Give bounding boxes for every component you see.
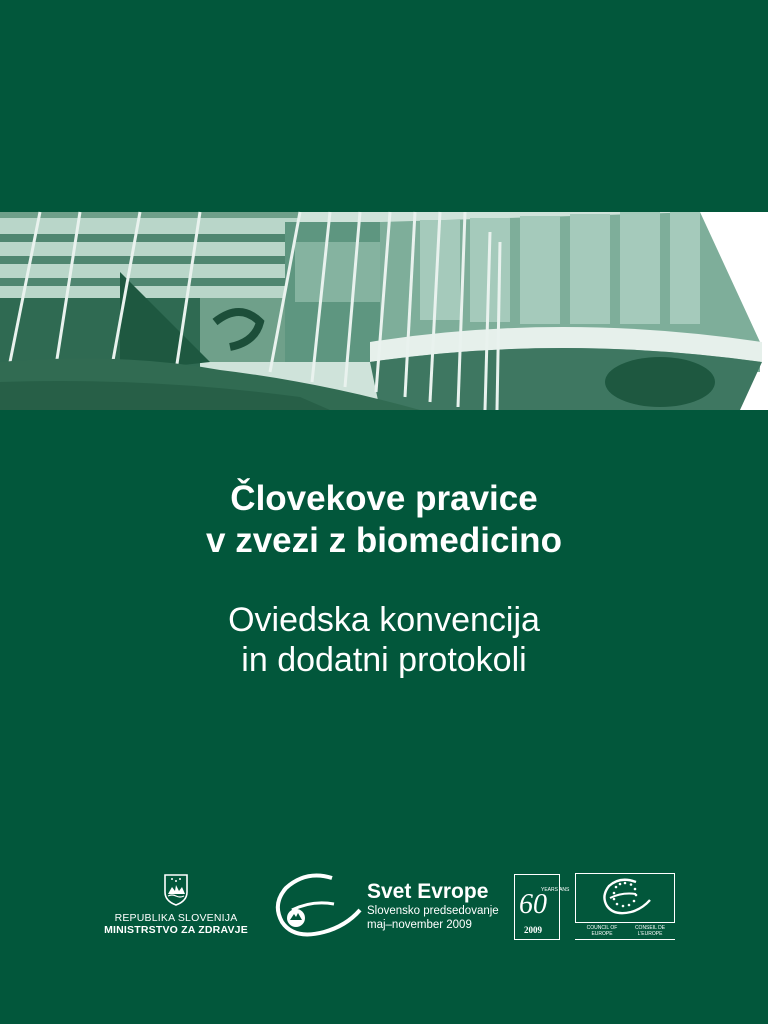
slovenia-label: REPUBLIKA SLOVENIJA xyxy=(114,912,238,924)
cover-subtitle-line2: in dodatni protokoli xyxy=(241,641,527,679)
slovenia-ministry-logo xyxy=(96,874,256,936)
council-of-europe-logo xyxy=(575,873,675,941)
anniversary-words: YEARS ANS xyxy=(541,887,570,893)
svet-evrope-title: Svet Evrope xyxy=(367,880,489,903)
cover-title-line2: v zvezi z biomedicino xyxy=(206,521,562,560)
sixty-years-logo xyxy=(514,874,570,940)
presidency-dates: maj–november 2009 xyxy=(367,919,472,931)
cover-title xyxy=(0,478,768,562)
coe-emblem-box xyxy=(575,873,675,923)
cover-title-line1: Človekove pravice xyxy=(230,479,538,518)
coe-underline xyxy=(575,939,675,940)
anniversary-number: 60 xyxy=(519,889,547,920)
logo-row xyxy=(0,866,768,946)
swirl-e-icon xyxy=(272,870,364,942)
slovenia-coat-of-arms-icon xyxy=(163,874,189,906)
coe-caption-english: COUNCIL OF EUROPE xyxy=(586,925,618,937)
cover-subtitle-line1: Oviedska konvencija xyxy=(228,601,540,639)
ministry-label: MINISTRSTVO ZA ZDRAVJE xyxy=(104,924,248,936)
coe-stars-icon xyxy=(576,874,674,922)
title-block xyxy=(0,478,768,680)
anniversary-year: 2009 xyxy=(524,925,542,935)
coe-caption-french: CONSEIL DE L'EUROPE xyxy=(634,925,666,937)
cover-subtitle xyxy=(0,600,768,680)
cover-photo-building xyxy=(0,212,768,410)
presidency-label: Slovensko predsedovanje xyxy=(367,905,499,917)
svet-evrope-presidency-logo xyxy=(272,870,502,942)
